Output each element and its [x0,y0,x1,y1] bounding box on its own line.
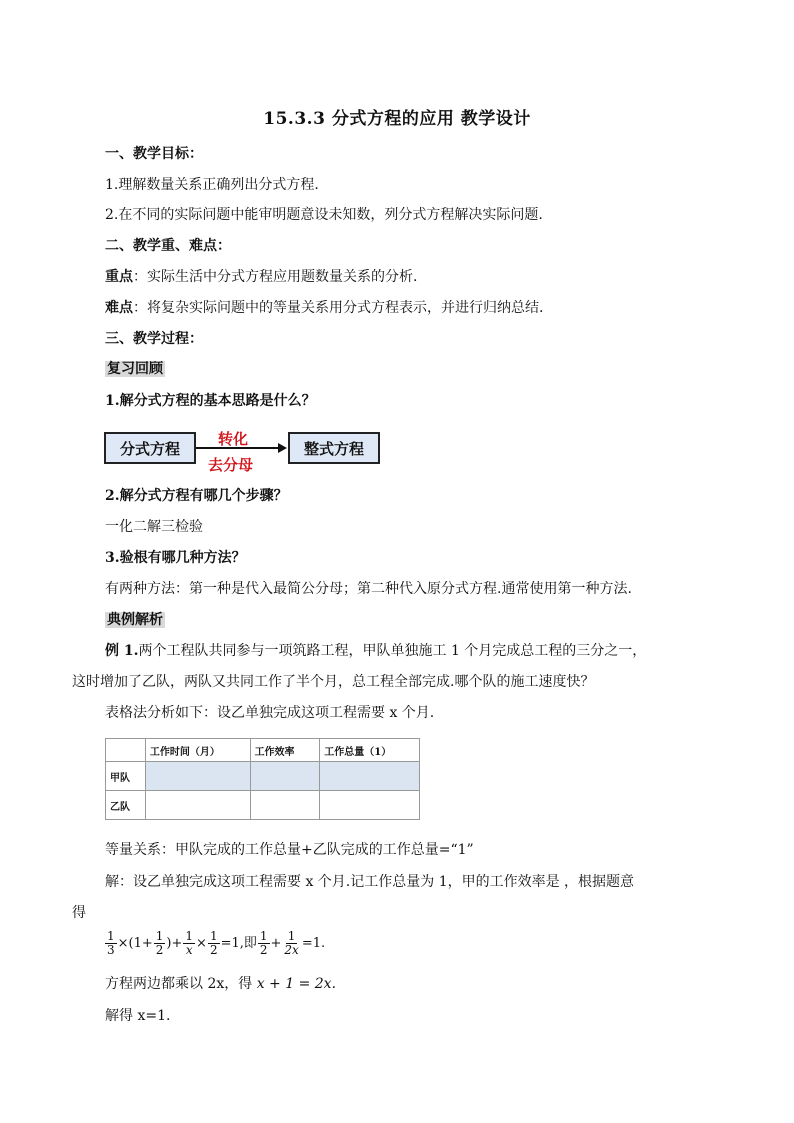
example-tag-wrap [105,610,165,630]
example-tag: 典例解析 [107,612,163,628]
fraction: $\frac{1}{2}$ [209,929,218,957]
equal-relation: 等量关系：甲队完成的工作总量+乙队完成的工作总量=“1” [105,842,474,858]
fraction: $\frac{1}{2}$ [259,929,268,957]
section-heading-process: 三、教学过程： [105,331,203,347]
goal-item-1: 1.理解数量关系正确列出分式方程. [105,177,319,193]
difficult-point-label: 难点 [105,300,133,316]
table-row-label: 甲队 [106,762,146,791]
review-tag-wrap [105,359,165,379]
example-text-1: 两个工程队共同参与一项筑路工程，甲队单独施工 1 个月完成总工程的三分之一， [138,643,647,659]
review-answer-3: 有两种方法：第一种是代入最简公分母；第二种代入原分式方程.通常使用第一种方法. [105,581,632,597]
example-text-2: 这时增加了乙队，两队又共同工作了半个月，总工程全部完成.哪个队的施工速度快？ [72,674,595,690]
solution-line-1: 解：设乙单独完成这项工程需要 x 个月.记工作总量为 1，甲的工作效率是 ，根据题意 [105,874,635,890]
table-row [106,791,420,820]
key-point-text: ：实际生活中分式方程应用题数量关系的分析. [133,269,418,285]
table-row [106,762,420,791]
table-row-label: 乙队 [106,791,146,820]
multiply-equation: x + 1 = 2x. [256,976,337,992]
table-header-cell: 工作效率 [250,739,320,762]
fraction: $\frac{1}{x}$ [185,929,194,957]
difficult-point-line [105,298,543,318]
table-header-cell: 工作时间（月） [145,739,250,762]
multiply-text: 方程两边都乘以 2x，得 [105,976,257,992]
table-header-cell [106,739,146,762]
fraction: $\frac{1}{2}$ [155,929,164,957]
review-answer-2: 一化二解三检验 [105,519,203,535]
fraction: $\frac{1}{2x}$ [284,929,299,957]
key-point-line [105,267,417,287]
review-question-1: 1.解分式方程的基本思路是什么？ [105,393,316,409]
example-label: 例 1. [105,643,139,659]
table-intro: 表格法分析如下：设乙单独完成这项工程需要 x 个月. [105,705,435,721]
section-heading-goals: 一、教学目标： [105,146,203,162]
fraction: $\frac{1}{3}$ [107,929,115,957]
flow-box-fractional-equation: 分式方程 [104,432,196,464]
table-cell [250,791,320,820]
solution-result: 解得 x=1. [105,1008,171,1024]
table-header-cell: 工作总量（1） [320,739,420,762]
table-cell [145,791,250,820]
table-cell [145,762,250,791]
table-header-row [106,739,420,762]
example-text-line-1 [105,641,646,661]
multiply-line [105,974,336,994]
goal-item-2: 2.在不同的实际问题中能审明题意设未知数，列分式方程解决实际问题. [105,207,543,223]
flow-box-polynomial-equation: 整式方程 [288,432,380,464]
review-question-3: 3.验根有哪几种方法？ [105,550,246,566]
table-cell [320,762,420,791]
flow-label-clear-denominator: 去分母 [208,456,254,474]
review-tag: 复习回顾 [107,361,163,377]
section-heading-keypoints: 二、教学重、难点： [105,238,231,254]
page-title: 15.3.3 分式方程的应用 教学设计 [263,109,531,129]
flow-label-transform: 转化 [218,430,249,448]
solution-line-2: 得 [72,905,86,921]
solution-equation: $\frac{1}{3}$ ×(1+ $\frac{1}{2}$ )+ $\frac{1}{x}$ × $\frac{1}{2}$ =1,即 $\frac{1}{2}$ + $\frac{1}{2x}$ =1. [107,929,326,957]
review-question-2: 2.解分式方程有哪几个步骤？ [105,488,288,504]
key-point-label: 重点 [105,269,133,285]
table-cell [250,762,320,791]
table-cell [320,791,420,820]
analysis-table [105,738,420,820]
difficult-point-text: ：将复杂实际问题中的等量关系用分式方程表示，并进行归纳总结. [133,300,544,316]
